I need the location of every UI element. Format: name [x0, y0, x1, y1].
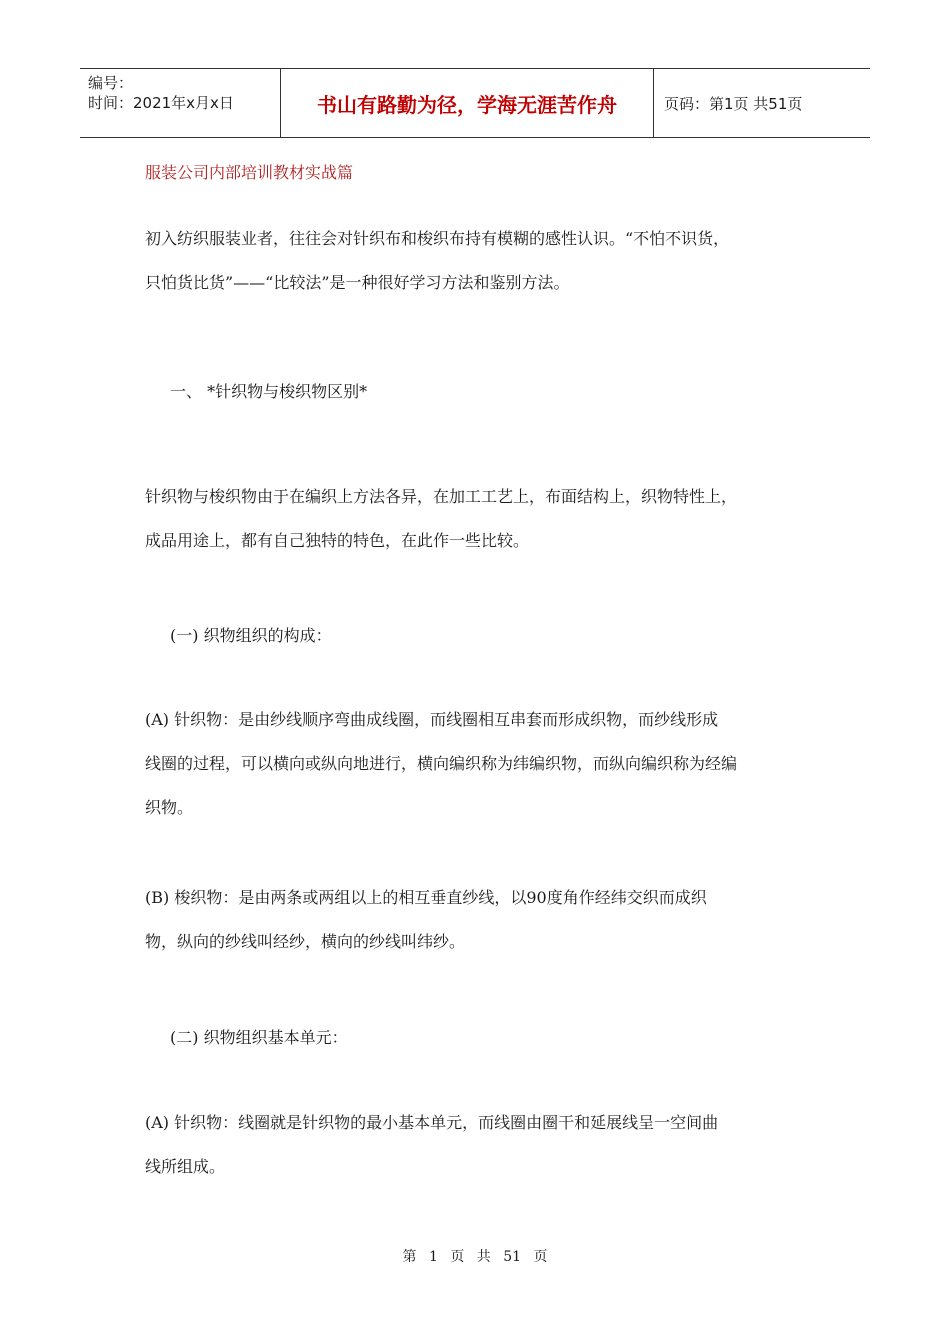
paragraph-comparison: [145, 475, 815, 563]
text-line: 只怕货比货”——“比较法”是一种很好学习方法和鉴别方法。: [145, 273, 570, 292]
text-line: (B) 梭织物：是由两条或两组以上的相互垂直纱线，以90度角作经纬交织而成织: [145, 888, 707, 907]
document-title: 服装公司内部培训教材实战篇: [145, 163, 354, 182]
footer-gong: 共: [476, 1249, 491, 1265]
footer-ye2: 页: [533, 1249, 548, 1265]
date-line: 时间：2021年x月x日: [88, 94, 234, 112]
footer-total-pages: 51: [503, 1249, 522, 1265]
text-line: 初入纺织服装业者，往往会对针织布和梭织布持有模糊的感性认识。“不怕不识货，: [145, 229, 730, 248]
page-footer: [0, 1246, 950, 1266]
section-heading-one: 一、 *针织物与梭织物区别*: [170, 382, 368, 401]
text-line: (A) 针织物：线圈就是针织物的最小基本单元，而线圈由圈干和延展线呈一空间曲: [145, 1113, 719, 1132]
header-page-info: 页码：第1页 共51页: [664, 94, 803, 113]
footer-di: 第: [402, 1249, 417, 1265]
text-line: 线所组成。: [145, 1157, 226, 1176]
intro-paragraph: [145, 217, 815, 305]
text-line: 针织物与梭织物由于在编织上方法各异，在加工工艺上，布面结构上，织物特性上，: [145, 487, 738, 506]
subheading-basic-unit: (二) 织物组织基本单元：: [170, 1028, 348, 1047]
paragraph-woven-structure: [145, 876, 815, 964]
serial-label: 编号：: [88, 74, 134, 92]
footer-ye: 页: [450, 1249, 465, 1265]
header-meta: [80, 69, 281, 137]
header-motto: 书山有路勤为径，学海无涯苦作舟: [281, 69, 654, 137]
page-header: [80, 68, 870, 138]
paragraph-knit-unit: [145, 1101, 815, 1189]
text-line: 成品用途上，都有自己独特的特色，在此作一些比较。: [145, 531, 530, 550]
text-line: 物，纵向的纱线叫经纱，横向的纱线叫纬纱。: [145, 932, 466, 951]
footer-page-number: 1: [428, 1249, 438, 1265]
text-line: 织物。: [145, 798, 194, 817]
text-line: (A) 针织物：是由纱线顺序弯曲成线圈，而线圈相互串套而形成织物，而纱线形成: [145, 710, 719, 729]
text-line: 线圈的过程，可以横向或纵向地进行，横向编织称为纬编织物，而纵向编织称为经编: [145, 754, 738, 773]
subheading-structure: (一) 织物组织的构成：: [170, 626, 332, 645]
paragraph-knit-structure: [145, 698, 815, 830]
